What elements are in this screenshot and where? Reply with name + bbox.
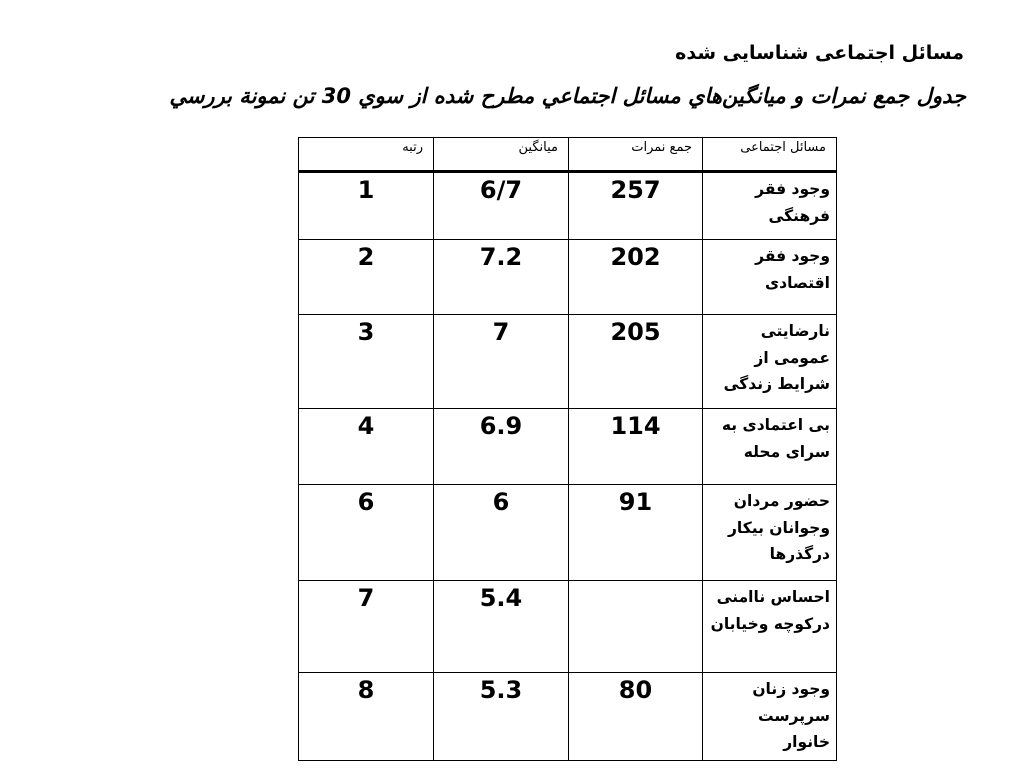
total-cell: 80 xyxy=(569,673,703,761)
total-cell: 91 xyxy=(569,485,703,581)
average-cell: 5.3 xyxy=(434,673,569,761)
header-row xyxy=(299,138,837,172)
header-total: جمع نمرات xyxy=(569,138,703,172)
social-issues-table xyxy=(298,137,837,761)
rank-cell: 7 xyxy=(299,581,434,673)
issue-cell: وجود فقر اقتصادی xyxy=(703,240,837,315)
average-cell: 5.4 xyxy=(434,581,569,673)
issue-cell: حضور مردان وجوانان بیکار درگذرها xyxy=(703,485,837,581)
table-row xyxy=(299,240,837,315)
table-row xyxy=(299,409,837,485)
average-cell: 7.2 xyxy=(434,240,569,315)
total-cell: 202 xyxy=(569,240,703,315)
table-row xyxy=(299,581,837,673)
issue-cell: بی اعتمادی به سرای محله xyxy=(703,409,837,485)
average-cell: 6.9 xyxy=(434,409,569,485)
header-rank: رتبه xyxy=(299,138,434,172)
issue-cell: نارضایتی عمومی از شرایط زندگی xyxy=(703,315,837,409)
rank-cell: 4 xyxy=(299,409,434,485)
table-row xyxy=(299,315,837,409)
average-cell: 6 xyxy=(434,485,569,581)
table-body xyxy=(299,172,837,761)
rank-cell: 1 xyxy=(299,172,434,240)
rank-cell: 8 xyxy=(299,673,434,761)
table-caption: جدول جمع نمرات و میانگین‌هاي مسائل اجتماعي مطرح شده از سوي 30 تن نمونة بررسي xyxy=(169,84,966,108)
table-row xyxy=(299,673,837,761)
total-cell: 114 xyxy=(569,409,703,485)
total-cell: 205 xyxy=(569,315,703,409)
table-header xyxy=(299,138,837,172)
header-average: میانگین xyxy=(434,138,569,172)
total-cell xyxy=(569,581,703,673)
table-row xyxy=(299,485,837,581)
average-cell: 6/7 xyxy=(434,172,569,240)
header-issue: مسائل اجتماعی xyxy=(703,138,837,172)
average-cell: 7 xyxy=(434,315,569,409)
rank-cell: 3 xyxy=(299,315,434,409)
page-title: مسائل اجتماعی شناسایی شده xyxy=(675,42,964,64)
issue-cell: احساس ناامنی درکوچه وخیابان xyxy=(703,581,837,673)
rank-cell: 2 xyxy=(299,240,434,315)
total-cell: 257 xyxy=(569,172,703,240)
rank-cell: 6 xyxy=(299,485,434,581)
issue-cell: وجود فقر فرهنگی xyxy=(703,172,837,240)
issue-cell: وجود زنان سرپرست خانوار xyxy=(703,673,837,761)
table-row xyxy=(299,172,837,240)
